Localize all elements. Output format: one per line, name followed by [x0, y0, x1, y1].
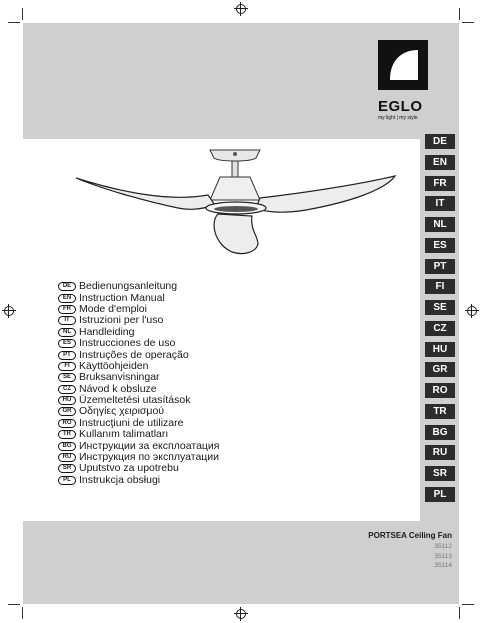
crop-mark	[8, 604, 20, 605]
brand-logo	[378, 40, 430, 121]
language-badge: CZ	[58, 385, 76, 394]
language-badge: GR	[58, 407, 76, 416]
manual-title: Инструкция по эксплуатации	[79, 451, 220, 464]
list-item	[58, 475, 378, 486]
language-code: SR	[425, 466, 455, 481]
manual-title: Οδηγίες χειρισμού	[79, 405, 165, 418]
list-item	[58, 372, 378, 383]
manual-title: Návod k obsluze	[79, 382, 157, 395]
product-code: 35113	[434, 552, 452, 560]
language-code: DE	[425, 134, 455, 149]
list-item	[58, 315, 378, 326]
manual-title: Instruções de operação	[79, 348, 189, 361]
crop-mark	[459, 8, 460, 20]
list-item	[58, 463, 378, 474]
language-badge: FI	[58, 362, 76, 371]
product-info	[330, 531, 452, 571]
language-code: CZ	[425, 321, 455, 336]
fan-blade-left	[76, 178, 215, 209]
crop-mark	[22, 8, 23, 20]
language-badge: TR	[58, 430, 76, 439]
fan-blade-right	[256, 176, 395, 212]
product-name: PORTSEA Ceiling Fan	[368, 531, 452, 540]
brand-name: EGLO	[378, 98, 423, 115]
language-badge: RU	[58, 453, 76, 462]
language-code: GR	[425, 362, 455, 377]
language-badge: BG	[58, 442, 76, 451]
manual-title: Bruksanvisningar	[79, 371, 160, 384]
language-code: FR	[425, 176, 455, 191]
language-badge: IT	[58, 316, 76, 325]
crop-mark	[22, 607, 23, 619]
language-code: TR	[425, 404, 455, 419]
crop-mark	[8, 22, 20, 23]
language-code: BG	[425, 425, 455, 440]
manual-title: Üzemeltetési utasítások	[79, 394, 191, 407]
list-item	[58, 281, 378, 292]
crop-mark	[459, 607, 460, 619]
language-badge: ES	[58, 339, 76, 348]
crop-mark	[462, 22, 474, 23]
language-code: IT	[425, 196, 455, 211]
language-code: NL	[425, 217, 455, 232]
product-code: 35112	[434, 543, 452, 550]
fan-motor-housing	[210, 177, 260, 200]
manual-title: Инструкции за експлоатация	[79, 439, 220, 452]
language-code: PL	[425, 487, 455, 502]
manual-title: Käyttöohjeiden	[79, 359, 149, 372]
language-badge: PL	[58, 476, 76, 485]
crop-mark	[462, 604, 474, 605]
language-code: EN	[425, 155, 455, 170]
list-item	[58, 429, 378, 440]
registration-mark-top	[234, 2, 248, 16]
language-code: PT	[425, 259, 455, 274]
manual-title: Instrucciones de uso	[79, 337, 176, 350]
manual-title: Istruzioni per l'uso	[79, 314, 164, 327]
language-badge: RO	[58, 419, 76, 428]
ceiling-fan-illustration	[60, 140, 405, 265]
manual-title-list	[58, 281, 378, 486]
language-badge: PT	[58, 351, 76, 360]
fan-canopy	[210, 150, 260, 161]
language-badge: FR	[58, 305, 76, 314]
registration-mark-left	[2, 304, 16, 318]
language-code: HU	[425, 342, 455, 357]
language-badge: SE	[58, 373, 76, 382]
list-item	[58, 406, 378, 417]
manual-title: Handleiding	[79, 325, 135, 338]
language-code: ES	[425, 238, 455, 253]
manual-title: Mode d'emploi	[79, 302, 147, 315]
language-badge: EN	[58, 294, 76, 303]
fan-blade-front	[214, 214, 258, 254]
language-badge: HU	[58, 396, 76, 405]
manual-title: Uputstvo za upotrebu	[79, 462, 179, 475]
brand-tagline: my light | my style	[378, 115, 418, 121]
language-badge: NL	[58, 328, 76, 337]
language-code: FI	[425, 279, 455, 294]
manual-title: Instrucţiuni de utilizare	[79, 416, 184, 429]
manual-title: Instrukcja obsługi	[79, 473, 161, 486]
language-code: RU	[425, 445, 455, 460]
list-item	[58, 338, 378, 349]
product-code: 35114	[434, 562, 452, 569]
manual-title: Kullanım talimatları	[79, 428, 169, 441]
manual-title: Bedienungsanleitung	[79, 280, 178, 293]
registration-mark-bottom	[234, 607, 248, 621]
language-code: SE	[425, 300, 455, 315]
fan-downrod	[232, 161, 238, 177]
registration-mark-right	[465, 304, 479, 318]
language-badge: SR	[58, 464, 76, 473]
language-code: RO	[425, 383, 455, 398]
language-code-list	[425, 134, 455, 508]
eglo-logo-icon	[378, 40, 428, 90]
manual-title: Instruction Manual	[79, 291, 165, 304]
language-badge: DE	[58, 282, 76, 291]
